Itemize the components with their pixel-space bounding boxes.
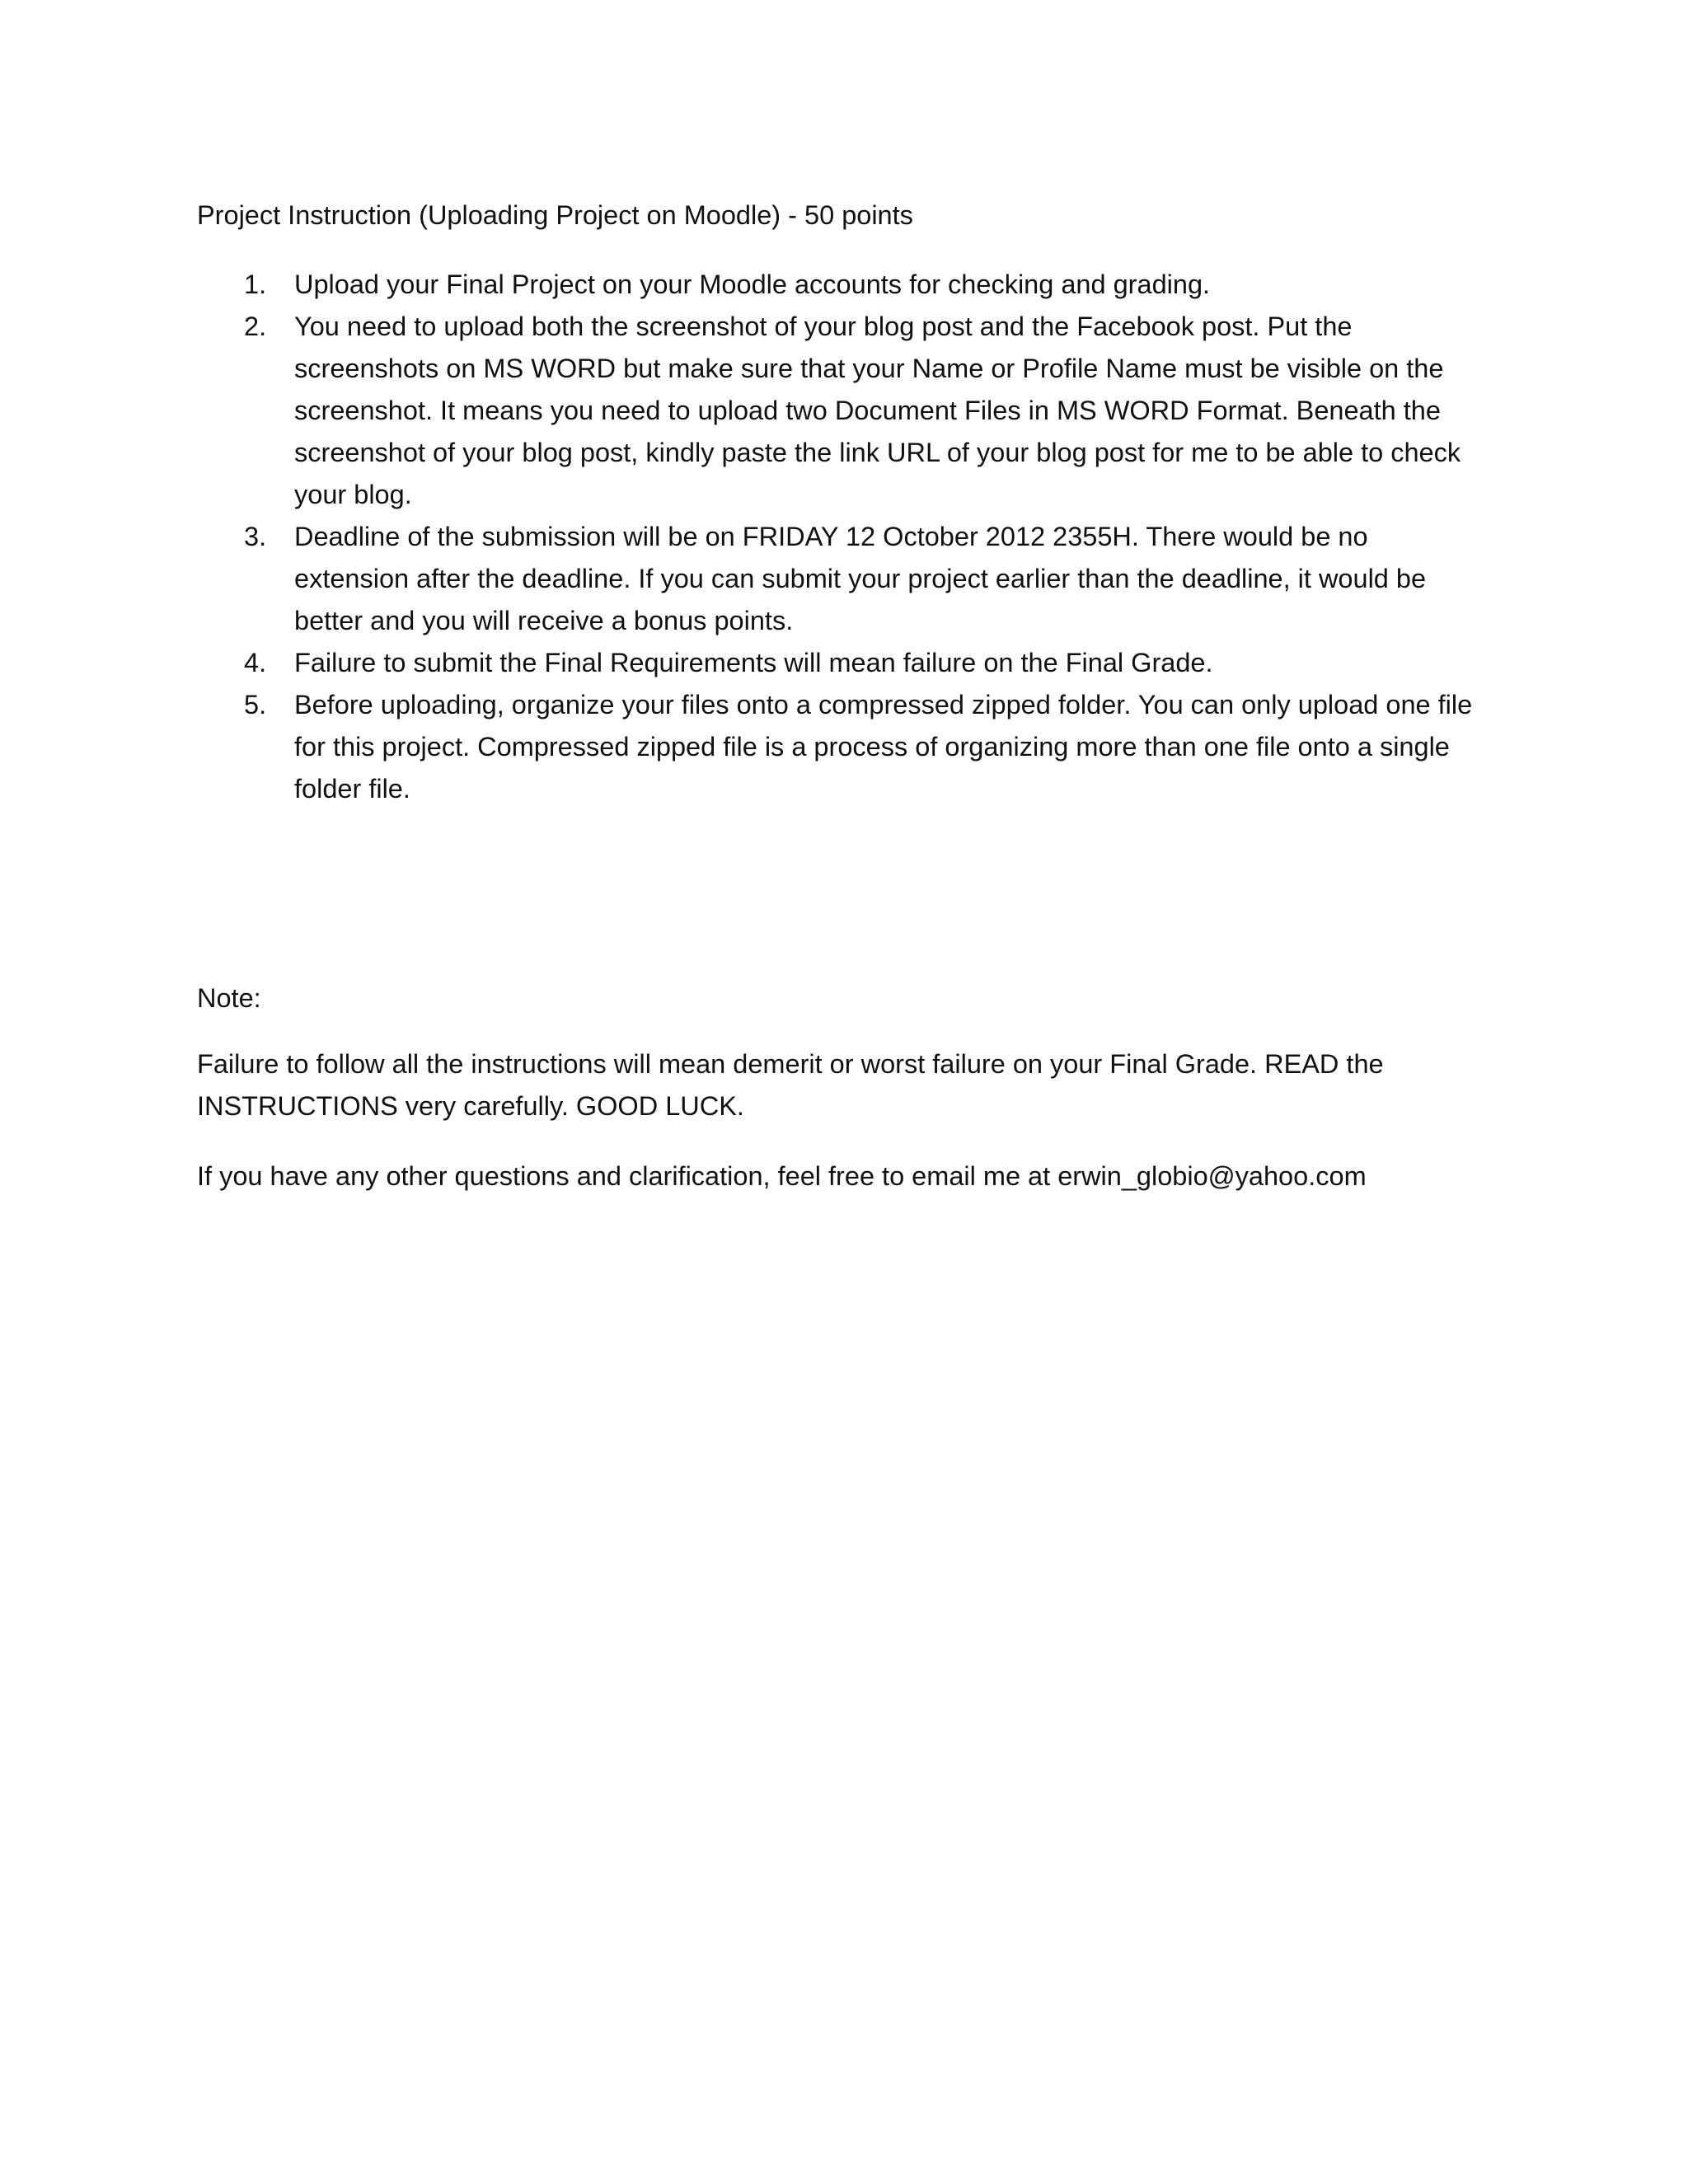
document-title: Project Instruction (Uploading Project on Moodle) - 50 points [197,200,913,230]
list-item [197,684,1483,810]
list-item [197,264,1483,306]
note-paragraph: Failure to follow all the instructions will mean demerit or worst failure on your Final Grade. READ the INSTRUCTIONS very carefully. GOOD LUCK. [197,1049,1384,1121]
list-item-number: 1. [244,269,267,299]
list-item-number: 2. [244,312,267,341]
note-label: Note: [197,983,261,1013]
list-item-text: Failure to submit the Final Requirements will mean failure on the Final Grade. [294,648,1213,677]
list-item-text: Before uploading, organize your files onto a compressed zipped folder. You can only upload one file for this project. Compressed zipped file is a process of organizing more than one file onto a single folder file. [294,690,1473,804]
instruction-list [197,264,1483,810]
list-item [197,516,1483,642]
list-item-number: 3. [244,522,267,551]
list-item [197,642,1483,684]
list-item-text: You need to upload both the screenshot of your blog post and the Facebook post. Put the screenshots on MS WORD but make sure that your Name or Profile Name must be visible on the screenshot. It means you need to upload two Document Files in MS WORD Format. Beneath the screenshot of your blog post, kindly paste the link URL of your blog post for me to be able to check your blog. [294,312,1461,509]
list-item [197,306,1483,516]
list-item-number: 5. [244,690,267,719]
list-item-text: Deadline of the submission will be on FRIDAY 12 October 2012 2355H. There would be no extension after the deadline. If you can submit your project earlier than the deadline, it would be better and you will receive a bonus points. [294,522,1427,635]
list-item-text: Upload your Final Project on your Moodle accounts for checking and grading. [294,269,1211,299]
contact-paragraph: If you have any other questions and clarification, feel free to email me at erwin_globio@yahoo.com [197,1161,1367,1191]
list-item-number: 4. [244,648,267,677]
